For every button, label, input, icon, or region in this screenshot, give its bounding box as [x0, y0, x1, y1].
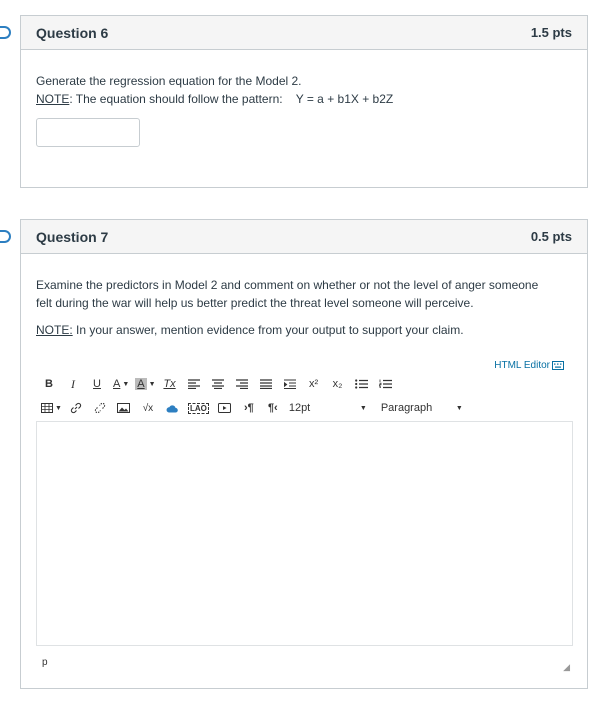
editor-status-path: p [42, 657, 48, 668]
background-color-label: A [137, 378, 145, 390]
question-6-points: 1.5 pts [530, 25, 572, 40]
font-size-value: 12pt [288, 402, 311, 414]
question-6-prompt: Generate the regression equation for the Model 2. [36, 74, 302, 88]
question-7-flag[interactable] [0, 230, 11, 243]
question-7-note-text: In your answer, mention evidence from your output to support your claim. [72, 323, 464, 337]
question-6-header [21, 16, 587, 50]
question-7-note [36, 321, 546, 339]
chevron-down-icon: ▼ [455, 404, 463, 412]
html-editor-link[interactable] [494, 360, 564, 371]
underline-button[interactable]: U [93, 378, 101, 390]
question-7-header [21, 220, 587, 254]
lti-apps-icon[interactable]: LAO [189, 403, 207, 413]
question-6-answer-input[interactable] [36, 118, 140, 147]
link-icon[interactable] [68, 399, 84, 417]
align-justify-icon[interactable] [258, 375, 274, 393]
resize-handle-icon[interactable]: ◢ [563, 662, 570, 672]
media-icon[interactable] [217, 399, 233, 417]
question-7-card [20, 219, 588, 689]
question-6-note-label: NOTE [36, 92, 70, 106]
format-select[interactable] [381, 399, 463, 417]
question-7-prompt: Examine the predictors in Model 2 and comment on whether or not the level of anger someone felt during the war will help us better predict the threat level someone will perceive. [36, 278, 539, 310]
ltr-direction-icon[interactable]: ›¶ [243, 402, 254, 414]
background-color-button[interactable] [135, 375, 155, 393]
question-7-points: 0.5 pts [530, 229, 572, 244]
superscript-button[interactable]: x² [308, 378, 319, 390]
question-6-note-text: : The equation should follow the pattern: Y = a + b1X + b2Z [69, 92, 394, 106]
chevron-down-icon: ▼ [359, 404, 367, 412]
font-color-button[interactable] [113, 375, 129, 393]
font-color-label: A [113, 378, 121, 390]
bold-button[interactable]: B [45, 378, 53, 390]
chevron-down-icon: ▼ [148, 380, 156, 388]
subscript-button[interactable]: x₂ [332, 378, 343, 390]
question-6-flag[interactable] [0, 26, 11, 39]
question-7-note-label: NOTE: [36, 323, 73, 337]
chevron-down-icon: ▼ [122, 380, 130, 388]
question-6-card [20, 15, 588, 188]
numbered-list-icon[interactable] [378, 375, 394, 393]
rtl-direction-icon[interactable]: ¶‹ [267, 402, 278, 414]
indent-icon[interactable] [282, 375, 298, 393]
font-size-select[interactable] [289, 399, 367, 417]
keyboard-icon [552, 361, 564, 370]
rich-text-editor-area[interactable] [36, 421, 573, 646]
table-icon[interactable] [41, 399, 62, 417]
html-editor-label: HTML Editor [494, 360, 550, 371]
question-6-title: Question 6 [36, 24, 109, 41]
align-left-icon[interactable] [186, 375, 202, 393]
chevron-down-icon: ▼ [55, 404, 62, 412]
question-6-note [36, 90, 572, 108]
format-value: Paragraph [380, 402, 433, 414]
cloud-upload-icon[interactable] [164, 399, 180, 417]
question-7-title: Question 7 [36, 228, 109, 245]
image-icon[interactable] [116, 399, 132, 417]
align-right-icon[interactable] [234, 375, 250, 393]
unlink-icon[interactable] [92, 399, 108, 417]
bullet-list-icon[interactable] [354, 375, 370, 393]
clear-format-button[interactable]: Tx [163, 378, 176, 390]
italic-button[interactable]: I [71, 376, 75, 391]
align-center-icon[interactable] [210, 375, 226, 393]
math-equation-icon[interactable]: √x [142, 402, 154, 414]
editor-toolbar-row-2 [41, 398, 471, 418]
editor-toolbar-row-1 [41, 374, 402, 394]
